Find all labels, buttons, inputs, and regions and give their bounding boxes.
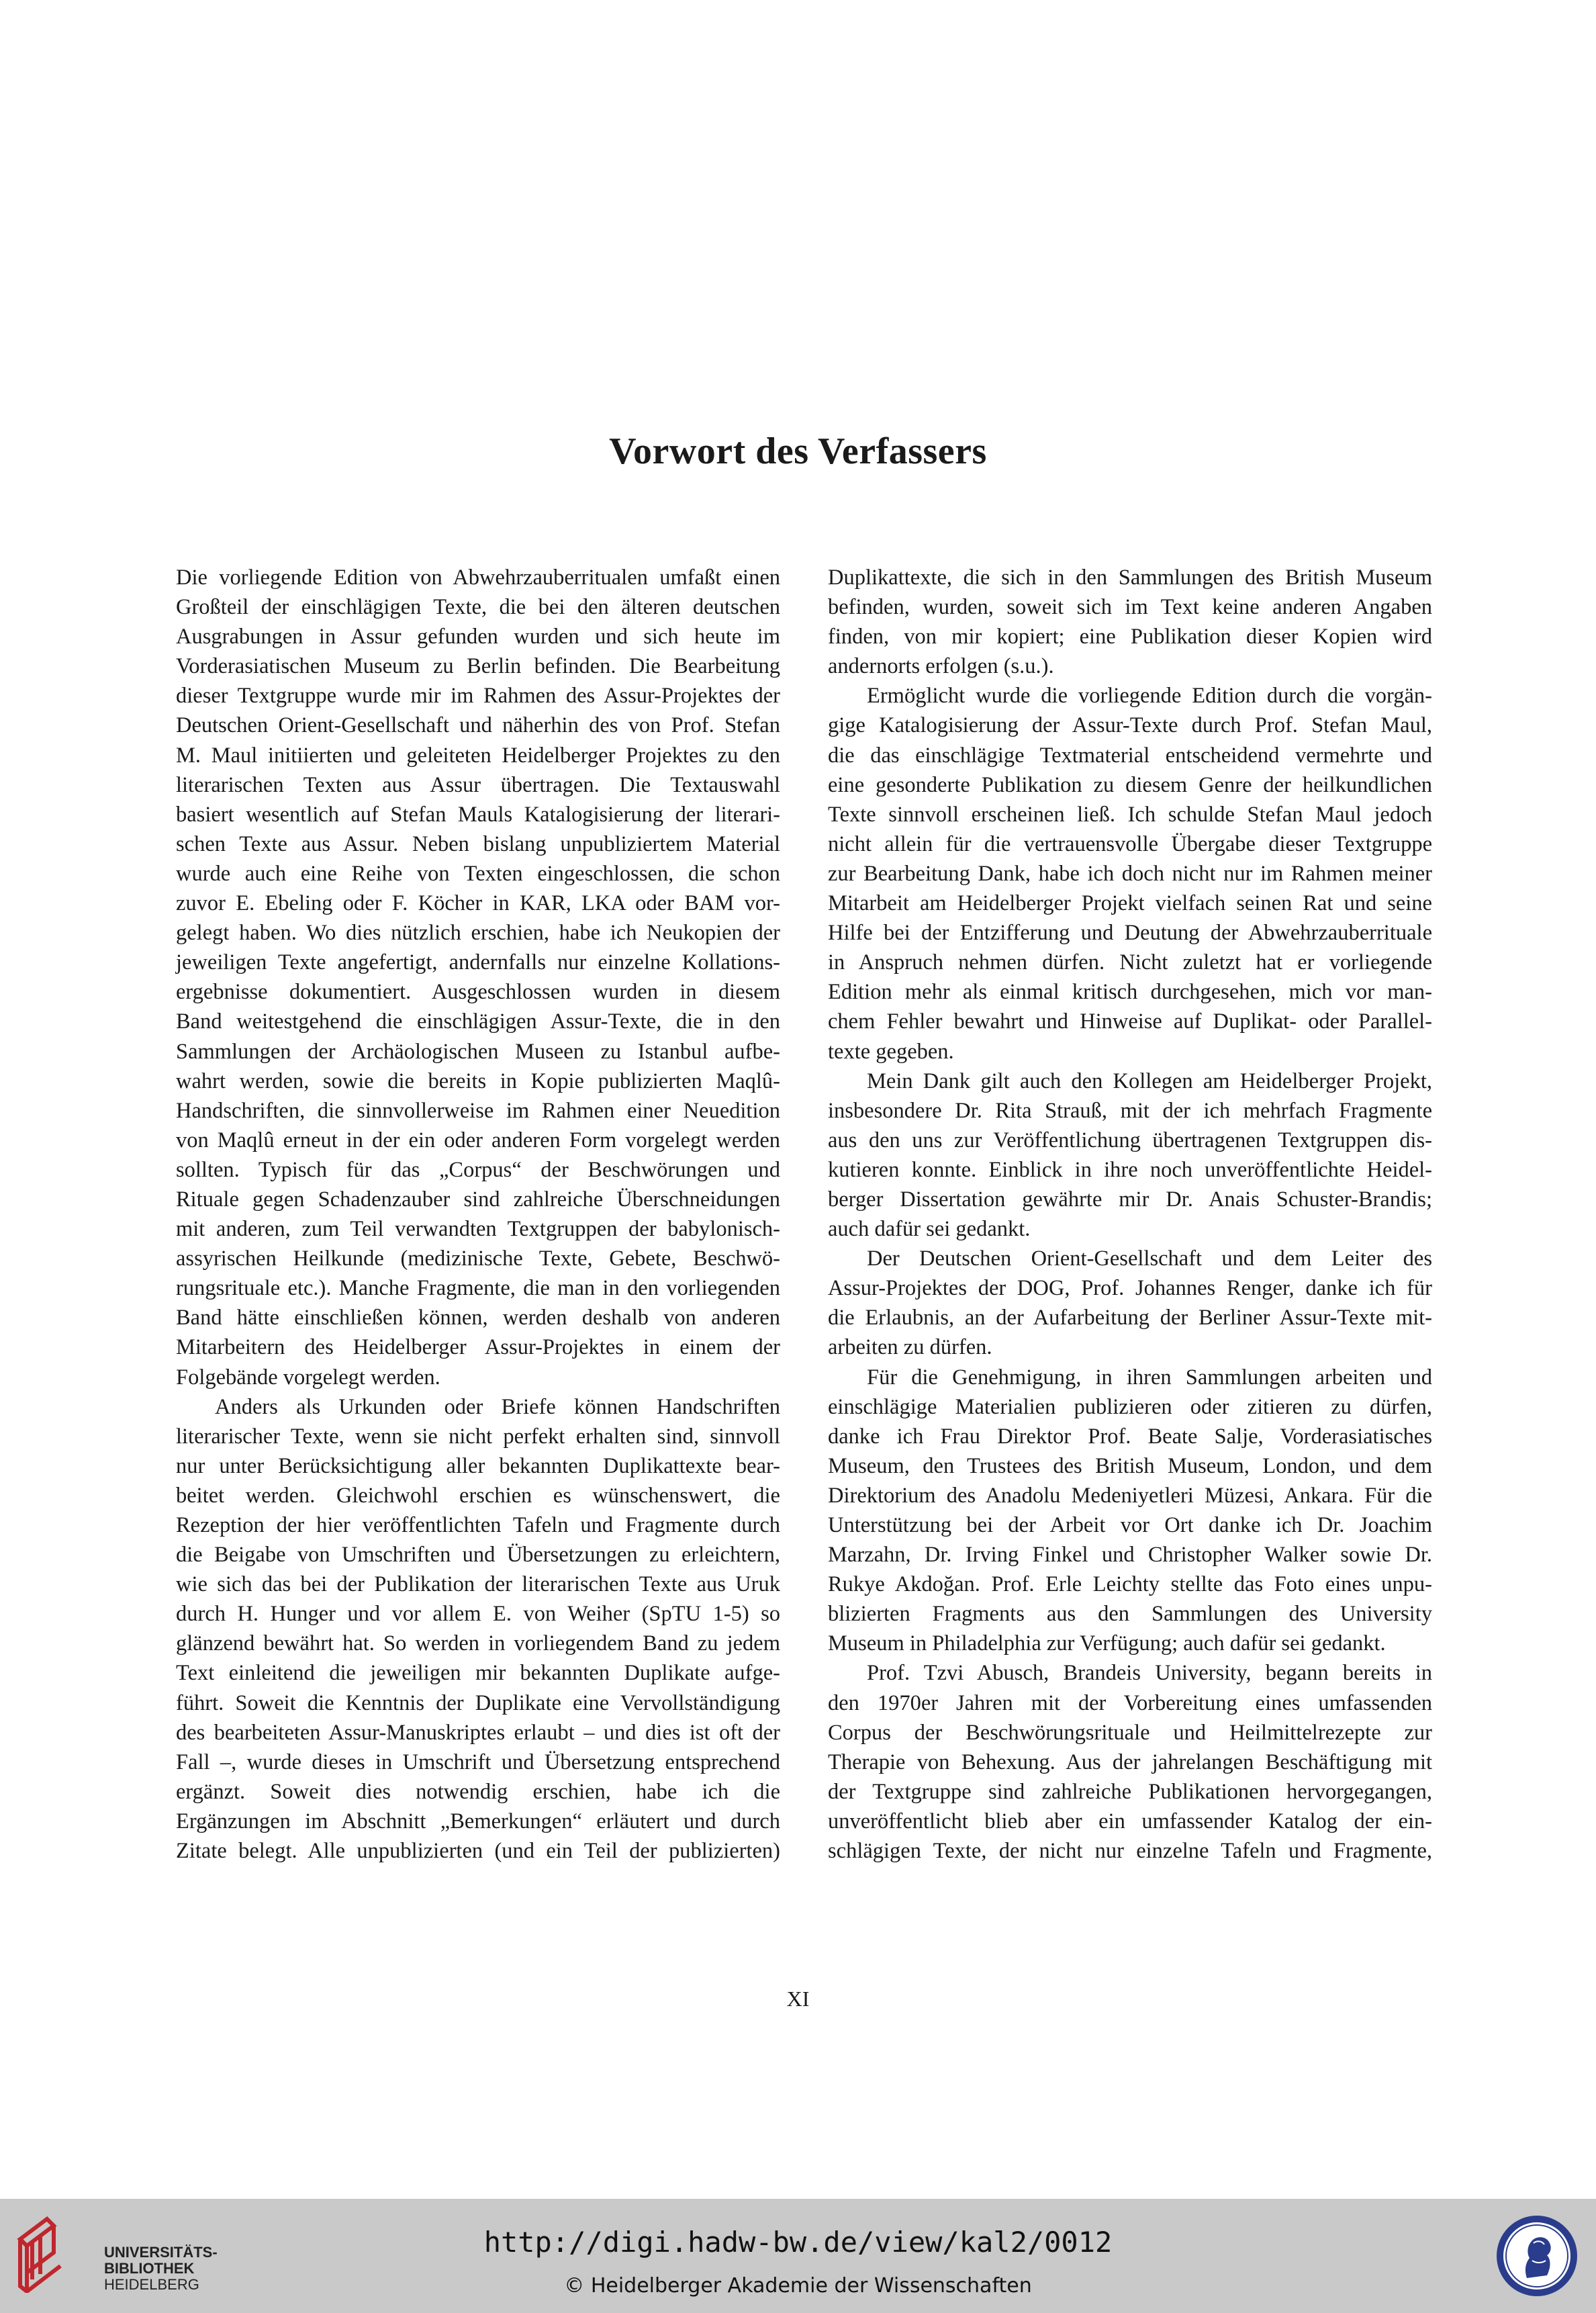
text-line: berger Dissertation gewährte mir Dr. Anais Schuster-Brandis; [828, 1187, 1432, 1212]
text-line: Museum, den Trustees des British Museum, London, und dem [828, 1453, 1432, 1478]
text-line: Marzahn, Dr. Irving Finkel und Christopher Walker sowie Dr. [828, 1543, 1432, 1568]
text-line: Rukye Akdoğan. Prof. Erle Leichty stellte das Foto eines unpu- [828, 1572, 1432, 1597]
text-line: befinden, wurden, soweit sich im Text keine anderen Angaben [828, 595, 1432, 620]
text-line: Sammlungen der Archäologischen Museen zu Istanbul aufbe- [176, 1039, 780, 1064]
text-line: M. Maul initiierten und geleiteten Heidelberger Projektes zu den [176, 743, 780, 768]
text-line: von Maqlû erneut in der ein oder anderen Form vorgelegt werden [176, 1128, 780, 1152]
text-line: Prof. Tzvi Abusch, Brandeis University, begann bereits in [867, 1661, 1432, 1686]
text-line: rungsrituale etc.). Manche Fragmente, die man in den vorliegenden [176, 1276, 780, 1301]
text-line: Corpus der Beschwörungsrituale und Heilmittelrezepte zur [828, 1720, 1432, 1745]
left-text-column [176, 563, 780, 1866]
text-line: des bearbeiteten Assur-Manuskriptes erlaubt – und dies ist oft der [176, 1720, 780, 1745]
text-line: Handschriften, die sinnvollerweise im Rahmen einer Neuedition [176, 1098, 780, 1123]
text-line: wahrt werden, sowie die bereits in Kopie publizierten Maqlû- [176, 1069, 780, 1093]
text-line: Großteil der einschlägigen Texte, die bei den älteren deutschen [176, 595, 780, 620]
text-line: eine gesonderte Publikation zu diesem Genre der heilkundlichen [828, 772, 1432, 797]
text-line: glänzend bewährt hat. So werden in vorliegendem Band zu jedem [176, 1631, 780, 1656]
text-line: Direktorium des Anadolu Medeniyetleri Müzesi, Ankara. Für die [828, 1483, 1432, 1508]
text-line: danke ich Frau Direktor Prof. Beate Salje, Vorderasiatisches [828, 1424, 1432, 1449]
text-line: Die vorliegende Edition von Abwehrzauberritualen umfaßt einen [176, 565, 780, 590]
right-text-column [828, 563, 1432, 1866]
text-line: Therapie von Behexung. Aus der jahrelangen Beschäftigung mit [828, 1750, 1432, 1774]
document-url-link[interactable]: http://digi.hadw-bw.de/view/kal2/0012 [483, 2226, 1113, 2259]
text-line: Duplikattexte, die sich in den Sammlungen des British Museum [828, 565, 1432, 590]
text-line: Unterstützung bei der Arbeit vor Ort danke ich Dr. Joachim [828, 1513, 1432, 1537]
text-line: Hilfe bei der Entzifferung und Deutung der Abwehrzauberrituale [828, 921, 1432, 946]
text-line: Texte sinnvoll erscheinen ließ. Ich schulde Stefan Maul jedoch [828, 802, 1432, 827]
text-line: der Textgruppe sind zahlreiche Publikationen hervorgegangen, [828, 1779, 1432, 1804]
text-line: literarischer Texte, wenn sie nicht perfekt erhalten sind, sinnvoll [176, 1424, 780, 1449]
text-line: Anders als Urkunden oder Briefe können Handschriften [215, 1394, 780, 1419]
text-line: Band hätte einschließen können, werden deshalb von anderen [176, 1306, 780, 1330]
text-line: in Anspruch nehmen dürfen. Nicht zuletzt hat er vorliegende [828, 950, 1432, 975]
text-line: Vorderasiatischen Museum zu Berlin befinden. Die Bearbeitung [176, 654, 780, 679]
text-line: blizierten Fragments aus den Sammlungen des University [828, 1602, 1432, 1627]
page-title: Vorwort des Verfassers [609, 430, 987, 472]
text-line: nur unter Berücksichtigung aller bekannten Duplikattexte bear- [176, 1453, 780, 1478]
text-line: zuvor E. Ebeling oder F. Köcher in KAR, LKA oder BAM vor- [176, 891, 780, 916]
copyright-notice: © Heidelberger Akademie der Wissenschaften [564, 2274, 1032, 2298]
text-line: ergänzt. Soweit dies notwendig erschien, habe ich die [176, 1779, 780, 1804]
text-line: sollten. Typisch für das „Corpus“ der Beschwörungen und [176, 1157, 780, 1182]
text-line: texte gegeben. [828, 1039, 954, 1064]
text-line: chem Fehler bewahrt und Hinweise auf Duplikat- oder Parallel- [828, 1009, 1432, 1034]
text-line: assyrischen Heilkunde (medizinische Texte, Gebete, Beschwö- [176, 1246, 780, 1271]
text-line: Für die Genehmigung, in ihren Sammlungen arbeiten und [867, 1365, 1432, 1390]
text-line: die Erlaubnis, an der Aufarbeitung der Berliner Assur-Texte mit- [828, 1306, 1432, 1330]
text-line: Ermöglicht wurde die vorliegende Edition durch die vorgän- [867, 684, 1432, 709]
text-line: wie sich das bei der Publikation der literarischen Texte aus Uruk [176, 1572, 780, 1597]
text-line: Folgebände vorgelegt werden. [176, 1365, 440, 1390]
text-line: die das einschlägige Textmaterial entscheidend vermehrte und [828, 743, 1432, 768]
text-line: andernorts erfolgen (s.u.). [828, 654, 1054, 679]
text-line: Mitarbeit am Heidelberger Projekt vielfach seinen Rat und seine [828, 891, 1432, 916]
text-line: Ergänzungen im Abschnitt „Bemerkungen“ erläutert und durch [176, 1809, 780, 1833]
text-line: schlägigen Texte, der nicht nur einzelne Tafeln und Fragmente, [828, 1839, 1432, 1864]
library-name-line: UNIVERSITÄTS- [104, 2244, 218, 2261]
text-line: jeweiligen Texte angefertigt, andernfalls nur einzelne Kollations- [176, 950, 780, 975]
text-line: gige Katalogisierung der Assur-Texte durch Prof. Stefan Maul, [828, 713, 1432, 738]
library-name-line: HEIDELBERG [104, 2276, 199, 2293]
footer-bar [0, 2199, 1596, 2313]
text-line: Fall –, wurde dieses in Umschrift und Übersetzung entsprechend [176, 1750, 780, 1774]
library-name-line: BIBLIOTHEK [104, 2260, 195, 2277]
text-line: Assur-Projektes der DOG, Prof. Johannes Renger, danke ich für [828, 1276, 1432, 1301]
text-line: Rituale gegen Schadenzauber sind zahlreiche Überschneidungen [176, 1187, 780, 1212]
text-line: Mein Dank gilt auch den Kollegen am Heidelberger Projekt, [867, 1069, 1432, 1093]
text-line: kutieren konnte. Einblick in ihre noch unveröffentlichte Heidel- [828, 1157, 1432, 1182]
text-line: durch H. Hunger und vor allem E. von Weiher (SpTU 1-5) so [176, 1602, 780, 1627]
text-line: Rezeption der hier veröffentlichten Tafeln und Fragmente durch [176, 1513, 780, 1537]
text-line: nicht allein für die vertrauensvolle Übergabe dieser Textgruppe [828, 831, 1432, 856]
text-line: die Beigabe von Umschriften und Übersetzungen zu erleichtern, [176, 1543, 780, 1568]
page-number: XI [786, 1987, 810, 2011]
text-line: gelegt haben. Wo dies nützlich erschien, habe ich Neukopien der [176, 921, 780, 946]
text-line: basiert wesentlich auf Stefan Mauls Katalogisierung der literari- [176, 802, 780, 827]
text-line: führt. Soweit die Kenntnis der Duplikate eine Vervollständigung [176, 1690, 780, 1715]
text-line: den 1970er Jahren mit der Vorbereitung eines umfassenden [828, 1690, 1432, 1715]
text-line: Edition mehr als einmal kritisch durchgesehen, mich vor man- [828, 980, 1432, 1005]
text-line: auch dafür sei gedankt. [828, 1217, 1031, 1242]
text-line: unveröffentlicht blieb aber ein umfassender Katalog der ein- [828, 1809, 1432, 1833]
text-line: schen Texte aus Assur. Neben bislang unpubliziertem Material [176, 831, 780, 856]
text-line: dieser Textgruppe wurde mir im Rahmen des Assur-Projektes der [176, 684, 780, 709]
text-line: finden, von mir kopiert; eine Publikation dieser Kopien wird [828, 625, 1432, 649]
text-line: einschlägige Materialien publizieren oder zitieren zu dürfen, [828, 1394, 1432, 1419]
text-line: zur Bearbeitung Dank, habe ich doch nicht nur im Rahmen meiner [828, 861, 1432, 886]
text-line: Text einleitend die jeweiligen mir bekannten Duplikate aufge- [176, 1661, 780, 1686]
text-line: wurde auch eine Reihe von Texten eingeschlossen, die schon [176, 861, 780, 886]
text-line: Ausgrabungen in Assur gefunden wurden und sich heute im [176, 625, 780, 649]
academy-seal-icon[interactable] [1495, 2214, 1579, 2298]
text-line: literarischen Texten aus Assur übertragen. Die Textauswahl [176, 772, 780, 797]
text-line: Band weitestgehend die einschlägigen Assur-Texte, die in den [176, 1009, 780, 1034]
text-line: Mitarbeitern des Heidelberger Assur-Projektes in einem der [176, 1335, 780, 1360]
text-line: Der Deutschen Orient-Gesellschaft und dem Leiter des [867, 1246, 1432, 1271]
text-line: mit anderen, zum Teil verwandten Textgruppen der babylonisch- [176, 1217, 780, 1242]
text-line: Museum in Philadelphia zur Verfügung; auch dafür sei gedankt. [828, 1631, 1386, 1656]
text-line: insbesondere Dr. Rita Strauß, mit der ich mehrfach Fragmente [828, 1098, 1432, 1123]
text-line: Deutschen Orient-Gesellschaft und näherhin des von Prof. Stefan [176, 713, 780, 738]
text-line: arbeiten zu dürfen. [828, 1335, 992, 1360]
text-line: beitet werden. Gleichwohl erschien es wünschenswert, die [176, 1483, 780, 1508]
text-line: ergebnisse dokumentiert. Ausgeschlossen wurden in diesem [176, 980, 780, 1005]
text-line: Zitate belegt. Alle unpublizierten (und ein Teil der publizierten) [176, 1839, 780, 1864]
text-line: aus den uns zur Veröffentlichung übertragenen Textgruppen dis- [828, 1128, 1432, 1152]
